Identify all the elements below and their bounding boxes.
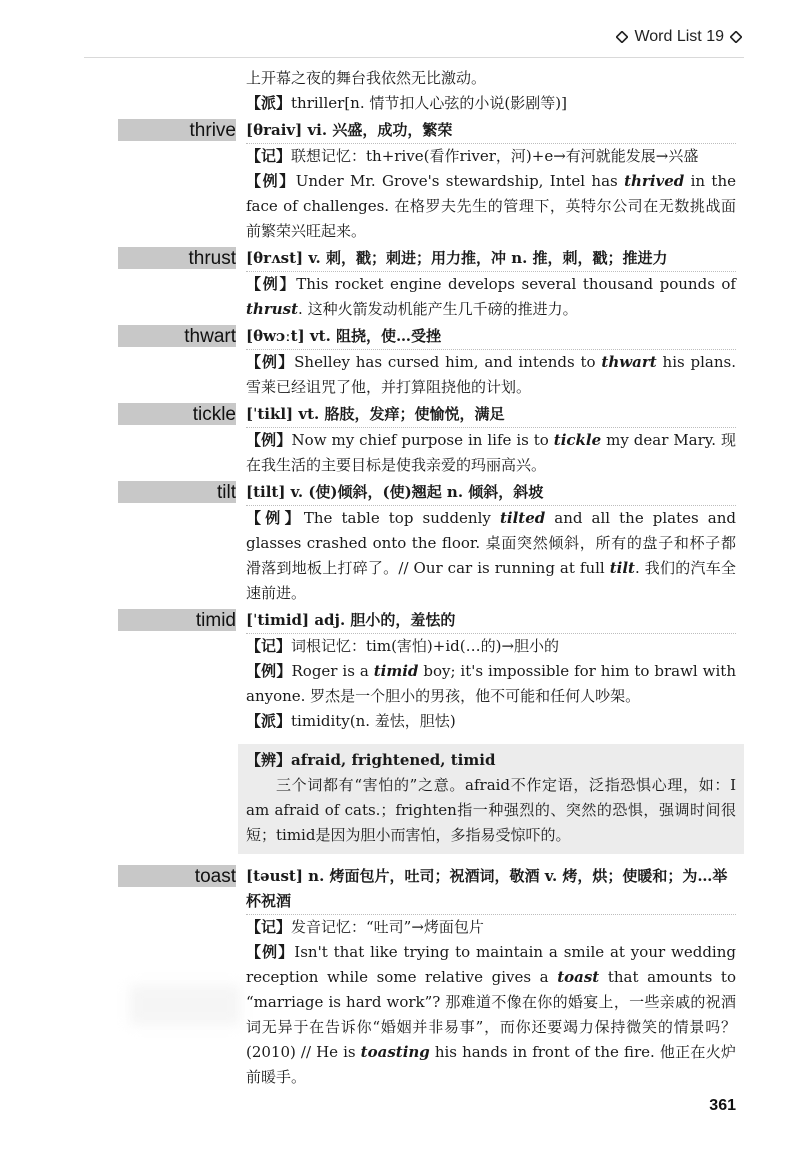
distinction-text: 三个词都有“害怕的”之意。afraid不作定语，泛指恐惧心理，如：I am afraid of cats.；frighten指一种强烈的、突然的恐惧，强调时间很短；timid是因为胆小而害怕，多指易受惊吓的。 (246, 776, 736, 844)
headword: tilt (217, 482, 236, 503)
entry-head (188, 246, 736, 272)
diamond-icon (616, 31, 628, 43)
example-line: 【例】The table top suddenly tilted and all the plates and glasses crashed onto the floor. 桌面突然倾斜，所有的盘子和杯子都滑落到地板上打碎了。// Our car is running at full tilt. 我们的汽车全速前进。 (246, 509, 736, 602)
entry-toast (194, 864, 736, 1090)
memory-line: 【记】联想记忆：th+rive(看作river，河)+e→有河就能发展→兴盛 (246, 147, 699, 165)
definition: [θraiv] vi. 兴盛，成功，繁荣 (246, 121, 453, 139)
entry-thwart (184, 324, 736, 400)
definition: [təust] n. 烤面包片，吐司；祝酒词，敬酒 v. 烤，烘；使暖和；为…举杯祝酒 (246, 867, 728, 910)
distinction-box (238, 744, 744, 854)
memory-line: 【记】发音记忆：“吐司”→烤面包片 (246, 918, 484, 936)
headword: thrive (189, 120, 236, 141)
example-line: 【例】This rocket engine develops several thousand pounds of thrust. 这种火箭发动机能产生几千磅的推进力。 (246, 275, 736, 318)
example-line: 【例】Roger is a timid boy; it's impossible for him to brawl with anyone. 罗杰是一个胆小的男孩，他不可能和任何人吵架。 (246, 662, 736, 705)
entry-tilt (217, 480, 736, 606)
memory-line: 【记】词根记忆：tim(害怕)+id(…的)→胆小的 (246, 637, 560, 655)
distinction-title: 【辨】afraid, frightened, timid (246, 751, 496, 769)
page-number: 361 (709, 1097, 736, 1114)
scan-smudge (130, 985, 240, 1025)
continued-line: 上开幕之夜的舞台我依然无比激动。 (246, 69, 487, 87)
entry-head (195, 608, 736, 634)
example-line: 【例】Shelley has cursed him, and intends to thwart his plans. 雪莱已经诅咒了他，并打算阻挠他的计划。 (246, 353, 736, 396)
definition: [ˈtimid] adj. 胆小的，羞怯的 (246, 611, 456, 629)
entry-head (194, 864, 736, 915)
header-rule (84, 57, 744, 58)
running-header (616, 28, 742, 46)
headword: timid (195, 610, 236, 631)
headword: thwart (184, 326, 236, 347)
entry-tickle (192, 402, 736, 478)
entry-head (192, 402, 736, 428)
definition: [θrʌst] v. 刺，戳；刺进；用力推，冲 n. 推，刺，戳；推进力 (246, 249, 668, 267)
entry-timid (195, 608, 736, 854)
entry-thrust (188, 246, 736, 322)
page-content (184, 66, 736, 1090)
diamond-icon (730, 31, 742, 43)
entry-head (189, 118, 736, 144)
entry-head (184, 324, 736, 350)
headword: toast (194, 866, 236, 887)
header-title: Word List 19 (634, 28, 724, 45)
definition: [ˈtikl] vt. 胳肢，发痒；使愉悦，满足 (246, 405, 505, 423)
definition: [tilt] v. (使)倾斜，(使)翘起 n. 倾斜，斜坡 (246, 483, 544, 501)
entry-head (217, 480, 736, 506)
example-line: 【例】Now my chief purpose in life is to tickle my dear Mary. 现在我生活的主要目标是使我亲爱的玛丽高兴。 (246, 431, 736, 474)
derivative-line: 【派】thriller[n. 情节扣人心弦的小说(影剧等)] (246, 94, 567, 112)
example-line: 【例】Under Mr. Grove's stewardship, Intel has thrived in the face of challenges. 在格罗夫先生的管理下，英特尔公司在无数挑战面前繁荣兴旺起来。 (246, 172, 736, 240)
headword: tickle (192, 404, 236, 425)
entry-thrive (189, 118, 736, 244)
derivative-line: 【派】timidity(n. 羞怯，胆怯) (246, 712, 456, 730)
headword: thrust (188, 248, 236, 269)
definition: [θwɔːt] vt. 阻挠，使…受挫 (246, 327, 442, 345)
example-line: 【例】Isn't that like trying to maintain a smile at your wedding reception while some relative gives a toast that amounts to “marriage is hard work”? 那难道不像在你的婚宴上，一些亲戚的祝酒词无异于在告诉你“婚姻并非易事”，而你还要竭力保持微笑的情景吗？(2010) // He is toasting his hands in front of the fire. 他正在火炉前暖手。 (246, 943, 736, 1086)
